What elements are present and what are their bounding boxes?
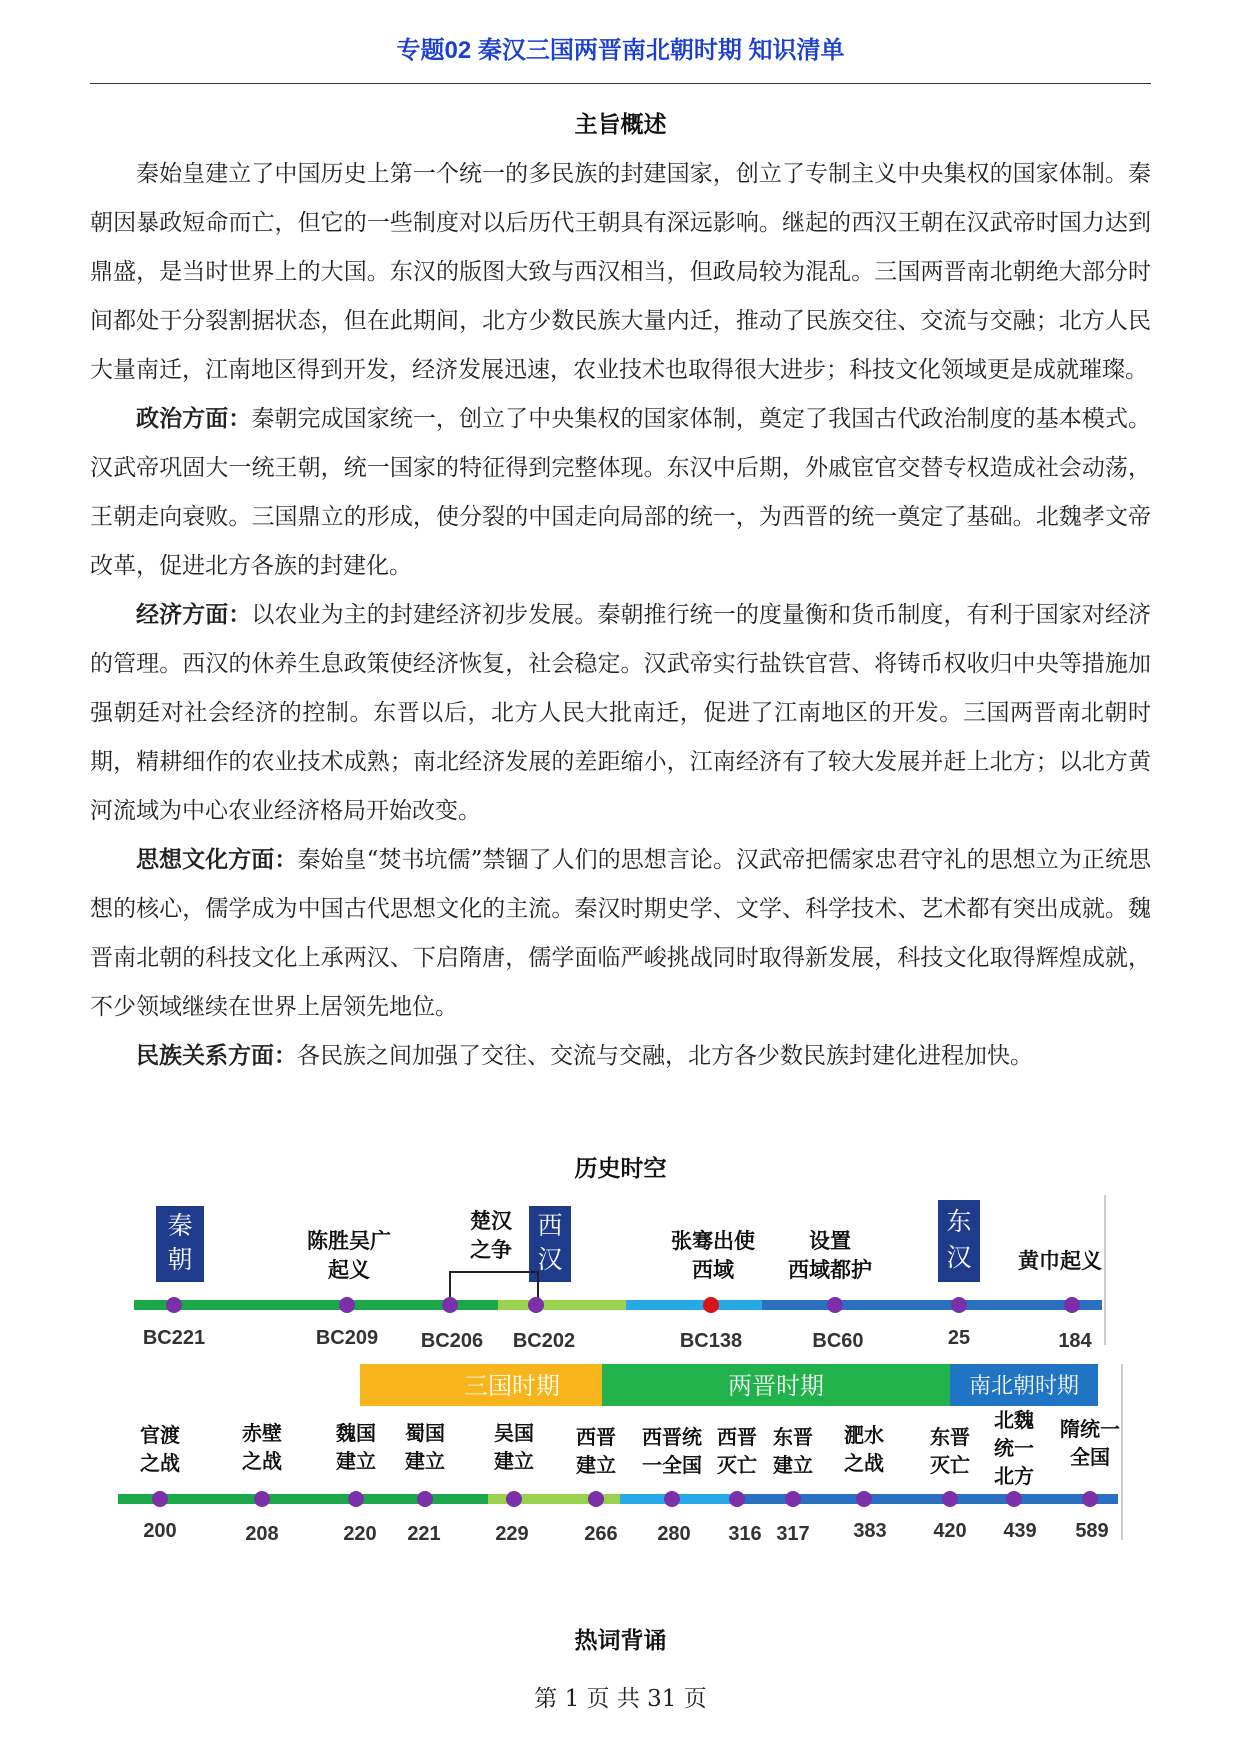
page-header-title: 专题02 秦汉三国两晋南北朝时期 知识清单 (396, 37, 845, 64)
event-northern-wei-line2: 统一 (994, 1436, 1034, 1460)
event-guandu-line2: 之战 (140, 1451, 180, 1475)
ethnic-text: 各民族之间加强了交往、交流与交融，北方各少数民族封建化进程加快。 (297, 1043, 1033, 1069)
year-316: 316 (728, 1523, 762, 1545)
event-western-jin-unify-line1: 西晋统 (642, 1425, 702, 1449)
event-wu-line2: 建立 (494, 1449, 534, 1473)
year-208: 208 (245, 1523, 279, 1545)
year-229: 229 (495, 1523, 529, 1545)
dot-bc138 (703, 1297, 719, 1313)
dot-bc209 (339, 1297, 355, 1313)
timeline-row1-segment-eastern-han (762, 1300, 1102, 1310)
event-wei-line2: 建立 (336, 1449, 376, 1473)
event-guandu-line1: 官渡 (140, 1423, 180, 1447)
event-sui-line1: 隋统一 (1060, 1417, 1120, 1441)
year-220: 220 (343, 1523, 377, 1545)
dot-316 (729, 1491, 745, 1507)
event-zhang-qian-line2: 西域 (692, 1258, 734, 1282)
event-northern-wei-line1: 北魏 (994, 1408, 1034, 1432)
event-protectorate-line2: 西域都护 (788, 1258, 872, 1282)
dot-184 (1064, 1297, 1080, 1313)
event-western-jin-founded-line1: 西晋 (576, 1425, 616, 1449)
event-protectorate-line1: 设置 (809, 1229, 851, 1253)
dynasty-box-eastern-han-label-2: 汉 (946, 1243, 972, 1272)
dot-220 (348, 1491, 364, 1507)
ethnic-label: 民族关系方面： (136, 1043, 297, 1069)
event-sui-line2: 全国 (1070, 1445, 1110, 1469)
dynasty-box-western-han-label-1: 西 (537, 1211, 563, 1240)
event-eastern-jin-founded-line2: 建立 (773, 1453, 813, 1477)
event-yellow-turban: 黄巾起义 (1018, 1249, 1102, 1273)
event-wu-line1: 吴国 (494, 1421, 534, 1445)
event-chibi-line1: 赤壁 (242, 1421, 282, 1445)
year-bc138: BC138 (679, 1330, 743, 1352)
economy-text: 以农业为主的封建经济初步发展。秦朝推行统一的度量衡和货币制度，有利于国家对经济的管理。西汉的休养生息政策使经济恢复，社会稳定。汉武帝实行盐铁官营、将铸币权收归中央等措施加强朝廷对社会经济的控制。东晋以后，北方人民大批南迁，促进了江南地区的开发。三国两晋南北朝时期，精耕细作的农业技术成熟；南北经济发展的差距缩小，江南经济有了较大发展并赶上北方；以北方黄河流域为中心农业经济格局开始改变。 (90, 602, 1152, 824)
dot-bc221 (166, 1297, 182, 1313)
dot-589 (1082, 1491, 1098, 1507)
year-bc206: BC206 (420, 1330, 484, 1352)
politics-text: 秦朝完成国家统一，创立了中央集权的国家体制，奠定了我国古代政治制度的基本模式。汉武帝巩固大一统王朝，统一国家的特征得到完整体现。东汉中后期，外戚宦官交替专权造成社会动荡，王朝走向衰败。三国鼎立的形成，使分裂的中国走向局部的统一，为西晋的统一奠定了基础。北魏孝文帝改革，促进北方各族的封建化。 (90, 406, 1152, 579)
year-184: 184 (1058, 1330, 1092, 1352)
dot-420 (942, 1491, 958, 1507)
dynasty-box-qin-label-1: 秦 (167, 1211, 193, 1240)
event-eastern-jin-fall-line2: 灭亡 (930, 1453, 970, 1477)
culture-label: 思想文化方面： (136, 847, 298, 873)
section-title-hotwords: 热词背诵 (574, 1628, 667, 1654)
event-chen-wu-line2: 起义 (328, 1258, 370, 1282)
dynasty-box-western-han-label-2: 汉 (537, 1245, 563, 1274)
year-bc202: BC202 (512, 1330, 576, 1352)
year-589: 589 (1075, 1520, 1109, 1542)
year-bc60: BC60 (812, 1330, 864, 1352)
dot-200 (152, 1491, 168, 1507)
event-western-jin-unify-line2: 一全国 (642, 1453, 702, 1477)
event-shu-line1: 蜀国 (405, 1421, 445, 1445)
event-western-jin-fall-line2: 灭亡 (717, 1453, 757, 1477)
year-439: 439 (1003, 1520, 1037, 1542)
timeline-row1-segment-western-han (626, 1300, 762, 1310)
year-420: 420 (933, 1520, 967, 1542)
event-wei-line1: 魏国 (336, 1421, 376, 1445)
event-eastern-jin-fall-line1: 东晋 (930, 1425, 970, 1449)
year-bc209: BC209 (315, 1327, 379, 1349)
economy-label: 经济方面： (136, 602, 252, 628)
period-label-jin: 两晋时期 (728, 1372, 824, 1400)
period-label-southern-northern: 南北朝时期 (968, 1374, 1080, 1399)
dynasty-box-qin-label-2: 朝 (167, 1245, 193, 1274)
event-feishui-line2: 之战 (844, 1451, 884, 1475)
year-383: 383 (853, 1520, 887, 1542)
event-chen-wu-line1: 陈胜吴广 (307, 1229, 391, 1253)
dot-229 (506, 1491, 522, 1507)
event-western-jin-fall-line1: 西晋 (717, 1425, 757, 1449)
dot-bc206 (442, 1297, 458, 1313)
year-25: 25 (947, 1327, 971, 1349)
event-chibi-line2: 之战 (242, 1449, 282, 1473)
event-zhang-qian-line1: 张骞出使 (671, 1229, 755, 1253)
dot-bc202 (528, 1297, 544, 1313)
year-200: 200 (143, 1520, 177, 1542)
page-footer: 第 1 页 共 31 页 (534, 1686, 707, 1712)
event-eastern-jin-founded-line1: 东晋 (773, 1425, 813, 1449)
dynasty-box-eastern-han-label-1: 东 (946, 1207, 972, 1236)
event-shu-line2: 建立 (405, 1449, 445, 1473)
event-western-jin-founded-line2: 建立 (576, 1453, 616, 1477)
dot-208 (254, 1491, 270, 1507)
event-northern-wei-line3: 北方 (994, 1464, 1034, 1488)
section-title-timeline: 历史时空 (574, 1156, 667, 1182)
dot-280 (664, 1491, 680, 1507)
dot-383 (856, 1491, 872, 1507)
chu-han-bracket (450, 1272, 538, 1300)
dot-221 (417, 1491, 433, 1507)
year-280: 280 (657, 1523, 691, 1545)
section-title-overview: 主旨概述 (574, 112, 667, 138)
overview-intro: 秦始皇建立了中国历史上第一个统一的多民族的封建国家，创立了专制主义中央集权的国家体制。秦朝因暴政短命而亡，但它的一些制度对以后历代王朝具有深远影响。继起的西汉王朝在汉武帝时国力达到鼎盛，是当时世界上的大国。东汉的版图大致与西汉相当，但政局较为混乱。三国两晋南北朝绝大部分时间都处于分裂割据状态，但在此期间，北方少数民族大量内迁，推动了民族交往、交流与交融；北方人民大量南迁，江南地区得到开发，经济发展迅速，农业技术也取得很大进步；科技文化领域更是成就璀璨。 (90, 161, 1151, 383)
event-feishui-line1: 淝水 (844, 1423, 884, 1447)
dot-317 (785, 1491, 801, 1507)
event-chu-han-line2: 之争 (470, 1238, 512, 1262)
politics-label: 政治方面： (136, 406, 252, 432)
dot-bc60 (827, 1297, 843, 1313)
dot-439 (1006, 1491, 1022, 1507)
event-chu-han-line1: 楚汉 (470, 1209, 512, 1233)
period-label-three-kingdoms: 三国时期 (464, 1372, 560, 1400)
timeline-row1-segment-transition (498, 1300, 626, 1310)
dot-266 (588, 1491, 604, 1507)
year-221: 221 (407, 1523, 441, 1545)
year-bc221: BC221 (142, 1327, 206, 1349)
year-266: 266 (584, 1523, 618, 1545)
culture-text: 秦始皇“焚书坑儒”禁锢了人们的思想言论。汉武帝把儒家忠君守礼的思想立为正统思想的核心，儒学成为中国古代思想文化的主流。秦汉时期史学、文学、科学技术、艺术都有突出成就。魏晋南北朝的科技文化上承两汉、下启隋唐，儒学面临严峻挑战同时取得新发展，科技文化取得辉煌成就，不少领域继续在世界上居领先地位。 (90, 847, 1151, 1020)
dot-25 (951, 1297, 967, 1313)
year-317: 317 (776, 1523, 810, 1545)
